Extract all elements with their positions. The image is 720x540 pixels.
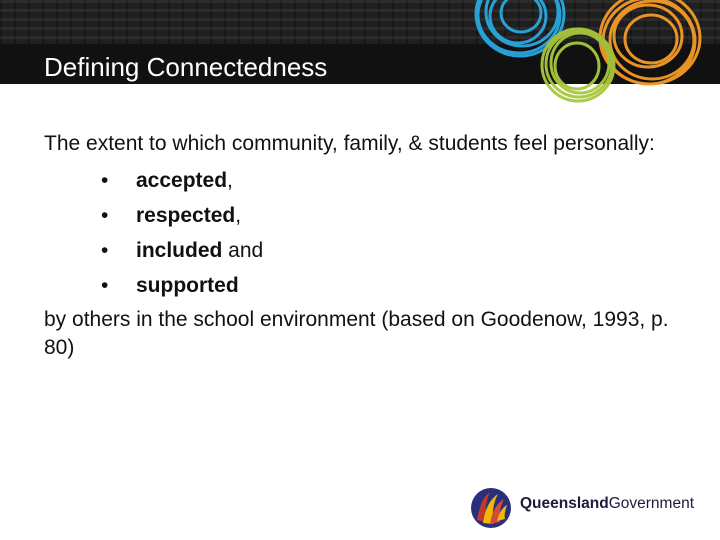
bullet-suffix: , (227, 169, 233, 192)
bullet-list (44, 163, 684, 303)
decorative-scribble-circles (440, 0, 720, 110)
bullet-term: respected (136, 204, 236, 227)
slide-title: Defining Connectedness (44, 52, 328, 82)
orange-scribble-circle (600, 0, 700, 84)
bullet-symbol: • (101, 274, 109, 297)
bullet-symbol: • (101, 169, 109, 192)
bullet-term: supported (136, 274, 239, 297)
queensland-crest-icon (468, 486, 514, 530)
bullet-item (44, 233, 684, 268)
closing-text: by others in the school environment (based on Goodenow, 1993, p. 80) (44, 308, 669, 359)
queensland-government-logo (468, 486, 708, 530)
bullet-symbol: • (101, 204, 109, 227)
bullet-term: accepted (136, 169, 228, 192)
bullet-symbol: • (101, 239, 109, 262)
bullet-item (44, 268, 684, 303)
bullet-suffix: and (222, 239, 264, 262)
bullet-item (44, 163, 684, 198)
green-scribble-circle (542, 29, 614, 101)
logo-wordmark (520, 495, 694, 513)
logo-government: Government (608, 495, 695, 512)
bullet-suffix: , (235, 204, 242, 227)
slide-body (44, 130, 684, 362)
bullet-term: included (136, 239, 223, 262)
intro-text: The extent to which community, family, & students feel personally: (44, 132, 655, 155)
bullet-item (44, 198, 684, 233)
logo-queensland: Queensland (520, 495, 609, 512)
